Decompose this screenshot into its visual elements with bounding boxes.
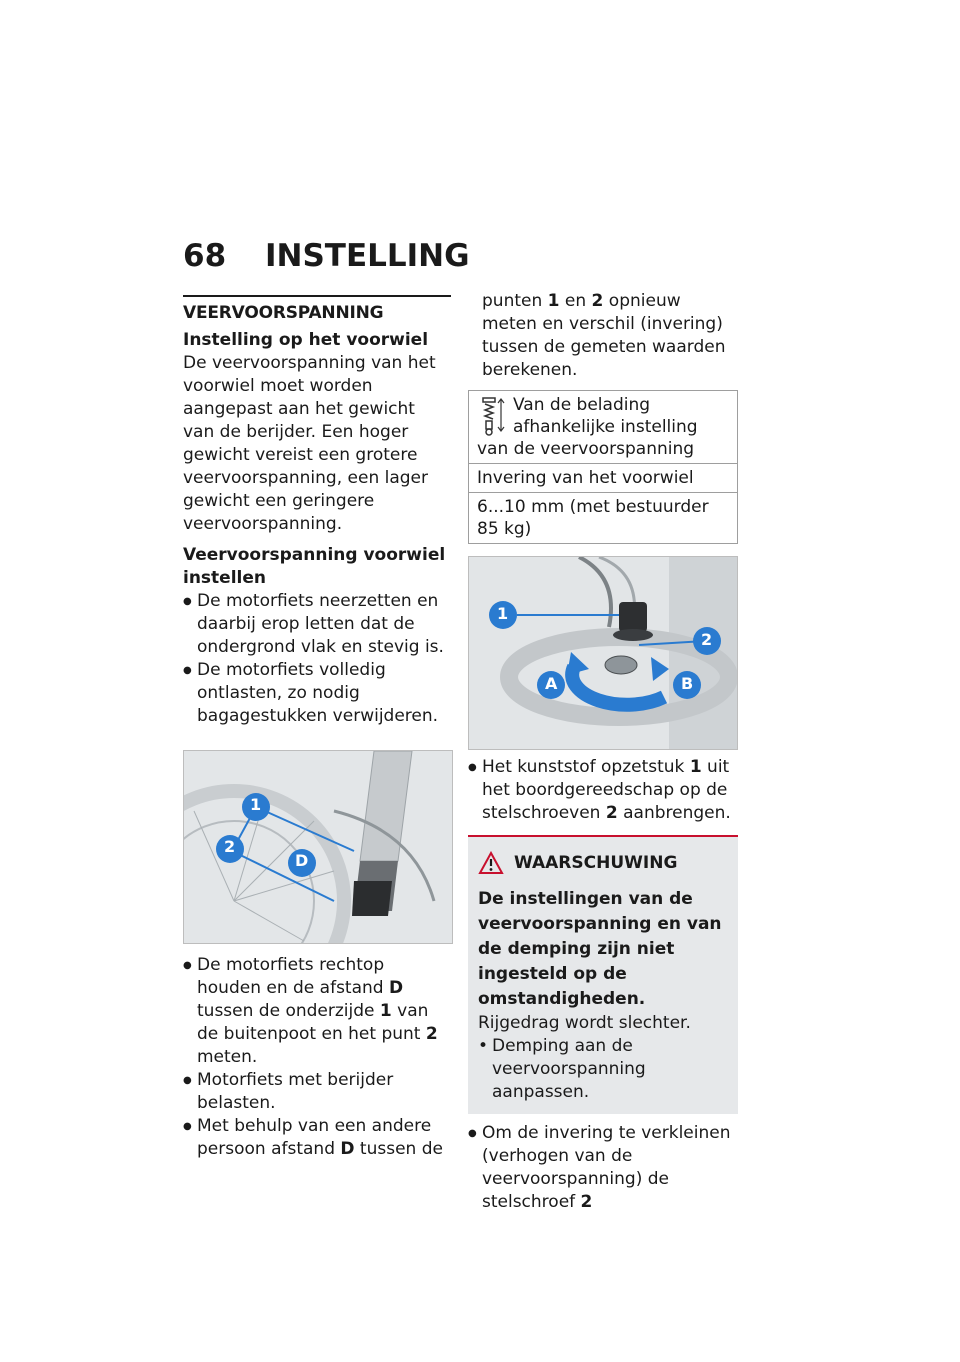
spec-value: 6...10 mm (met bestuurder 85 kg) bbox=[469, 493, 738, 544]
fig2-callout-a: A bbox=[545, 674, 558, 693]
left-column bbox=[183, 295, 451, 1169]
spec-table bbox=[468, 390, 738, 544]
list-item: punten 1 en 2 opnieuw meten en verschil (invering) tussen de gemeten waarden berekenen. bbox=[482, 291, 726, 380]
list-item: ● Om de invering te verkleinen (verhogen van de veervoorspanning) de stelschroef 2 bbox=[468, 1122, 738, 1214]
subheading-front-wheel: Instelling op het voorwiel bbox=[183, 330, 429, 350]
list-item: ● Motorfiets met berijder belasten. bbox=[183, 1069, 451, 1115]
list-item: ● Het kunststof opzetstuk 1 uit het boordgereedschap op de stelschroeven 2 aanbrengen. bbox=[468, 756, 738, 825]
warning-box bbox=[468, 835, 738, 1114]
page-header bbox=[183, 238, 743, 282]
list-item: ● Met behulp van een andere persoon afstand D tussen de bbox=[183, 1115, 451, 1161]
fork-measurement-figure bbox=[183, 750, 453, 944]
steps-list-4 bbox=[468, 1122, 738, 1214]
right-column bbox=[468, 290, 738, 1222]
warning-statement: De instellingen van de veervoorspanning en van de demping zijn niet ingesteld op de omstandigheden. bbox=[478, 889, 722, 1009]
steps-list-continued bbox=[468, 290, 738, 382]
warning-consequence: Rijgedrag wordt slechter. bbox=[478, 1013, 691, 1033]
spec-label: Invering van het voorwiel bbox=[469, 464, 738, 493]
section-title: VEERVOORSPANNING bbox=[183, 295, 451, 323]
intro-paragraph: De veervoorspanning van het voorwiel moet worden aangepast aan het gewicht van de berijder. Een hoger gewicht vereist een grotere veervoorspanning, een lager gewicht een geringere veervoorspanning. bbox=[183, 353, 436, 534]
warning-title: WAARSCHUWING bbox=[478, 851, 728, 875]
fig1-callout-2: 2 bbox=[224, 837, 236, 856]
fig1-callout-1: 1 bbox=[250, 795, 262, 814]
steps-list-3 bbox=[468, 756, 738, 825]
list-item: ● De motorfiets neerzetten en daarbij erop letten dat de ondergrond vlak en stevig is. bbox=[183, 590, 451, 659]
fig2-callout-1: 1 bbox=[497, 604, 509, 623]
steps-list-2 bbox=[183, 954, 451, 1161]
spring-preload-icon bbox=[477, 394, 505, 436]
adjuster-figure bbox=[468, 556, 738, 750]
chapter-title: INSTELLING bbox=[265, 238, 470, 274]
warning-triangle-icon bbox=[478, 851, 504, 875]
steps-list-1 bbox=[183, 590, 451, 728]
subheading-adjust: Veervoorspanning voorwiel instellen bbox=[183, 545, 446, 588]
list-item: ● De motorfiets rechtop houden en de afstand D tussen de onderzijde 1 van de buitenpoot en het punt 2 meten. bbox=[183, 954, 451, 1069]
fig1-callout-d: D bbox=[295, 851, 309, 870]
fig2-callout-2: 2 bbox=[701, 630, 713, 649]
page-number: 68 bbox=[183, 238, 227, 274]
fig2-callout-b: B bbox=[681, 674, 694, 693]
warning-action: • Demping aan de veervoorspanning aanpassen. bbox=[478, 1035, 728, 1104]
adjuster-illustration bbox=[469, 557, 737, 749]
list-item: ● De motorfiets volledig ontlasten, zo nodig bagagestukken verwijderen. bbox=[183, 659, 451, 728]
spec-heading: Van de belading afhankelijke instelling van de veervoorspanning bbox=[469, 391, 738, 464]
